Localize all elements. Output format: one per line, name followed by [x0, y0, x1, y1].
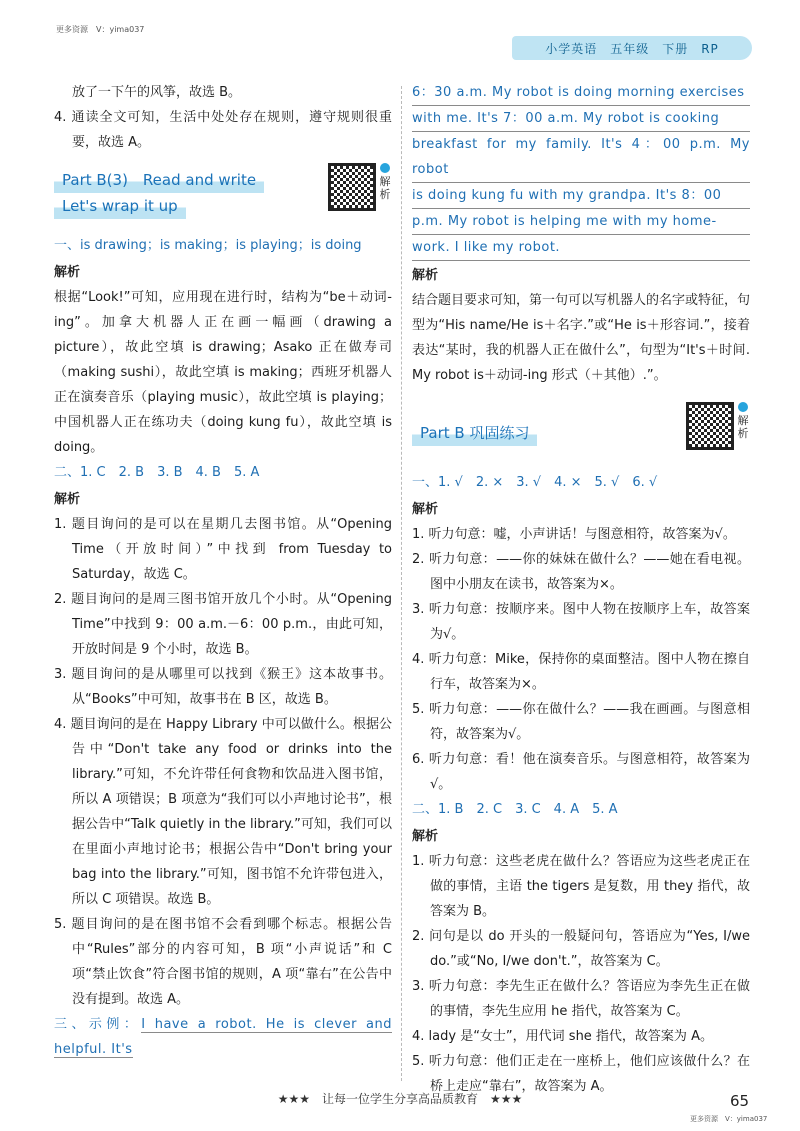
handwriting-line: with me. It's 7：00 a.m. My robot is cooking	[412, 106, 750, 132]
handwriting-line: breakfast for my family. It's 4：00 p.m. My robot	[412, 132, 750, 183]
analysis-item: 5. 题目询问的是在图书馆不会看到哪个标志。根据公告中“Rules”部分的内容可知，B 项“小声说话”和 C 项“禁止饮食”符合图书馆的规则，A 项“靠右”在公告中没有提到。故选 A。	[54, 917, 392, 1007]
page-number: 65	[730, 1092, 750, 1110]
handwriting-line: is doing kung fu with my grandpa. It's 8：00	[412, 183, 750, 209]
analysis-heading: 解析	[54, 265, 81, 280]
analysis-item: 3. 听力句意：李先生正在做什么？答语应为李先生正在做的事情，李先生应用 he 指代，故答案为 C。	[412, 979, 750, 1019]
analysis-item: 4. lady 是“女士”，用代词 she 指代，故答案为 A。	[412, 1029, 713, 1044]
writing-example	[54, 1012, 392, 1062]
qr-code[interactable]	[328, 163, 376, 211]
analysis-item: 1. 题目询问的是可以在星期几去图书馆。从“Opening Time（开放时间）”中找到 from Tuesday to Saturday，故选 C。	[54, 517, 392, 582]
analysis-heading: 解析	[54, 492, 81, 507]
paragraph: 4. 通读全文可知，生活中处处存在规则，遵守规则很重要，故选 A。	[54, 110, 392, 150]
handwriting-text: I have a robot. He is clever and helpful. It's	[54, 1017, 392, 1057]
section-title-line1: Part B(3) Read and write	[54, 167, 264, 193]
answer-label: 三、示例：	[54, 1017, 142, 1032]
analysis-item: 4. 题目询问的是在 Happy Library 中可以做什么。根据公告中“Don't take any food or drinks into the library.”可知，不允许带任何食物和饮品进入图书馆，所以 A 项错误；B 项意为“我们可以小声地讨论书”，根据公告中“Talk quietly in the library.”可知，我们可以在里面小声地讨论书；根据公告中“Don't bring your bag into the library.”可知，图书馆不允许带包进入，所以 C 项错误。故选 B。	[54, 717, 392, 907]
section-header-read-write	[54, 163, 392, 227]
right-column	[412, 80, 750, 1099]
analysis-item: 2. 问句是以 do 开头的一般疑问句，答语应为“Yes, I/we do.”或“No, I/we don't.”，故答案为 C。	[412, 929, 750, 969]
analysis-heading: 解析	[412, 829, 439, 844]
analysis-heading: 解析	[412, 502, 439, 517]
bottom-note: 更多资源 V：yima037	[690, 1115, 768, 1123]
handwriting-line: work. I like my robot.	[412, 235, 750, 261]
answer-line: 二、1. C 2. B 3. B 4. B 5. A	[54, 465, 260, 480]
qr-code-block	[686, 402, 750, 450]
analysis-text: 结合题目要求可知，第一句可以写机器人的名字或特征，句型为“His name/He is＋名字.”或“He is＋形容词.”，接着表达“某时，我的机器人正在做什么”，句型为“It's＋时间. My robot is＋动词-ing 形式（＋其他）.”。	[412, 293, 751, 383]
subject-tag: 小学英语 五年级 下册 RP	[512, 36, 752, 60]
analysis-heading: 解析	[412, 268, 439, 283]
column-divider	[401, 86, 402, 1081]
answer-line: 二、1. B 2. C 3. C 4. A 5. A	[412, 802, 618, 817]
qr-code[interactable]	[686, 402, 734, 450]
analysis-item: 1. 听力句意：这些老虎在做什么？答语应为这些老虎正在做的事情，主语 the tigers 是复数，用 they 指代，故答案为 B。	[412, 854, 750, 919]
left-column	[54, 80, 392, 1062]
analysis-item: 3. 听力句意：按顺序来。图中人物在按顺序上车，故答案为√。	[412, 602, 750, 642]
answer-line: 一、is drawing；is making；is playing；is doing	[54, 238, 362, 253]
analysis-item: 2. 题目询问的是周三图书馆开放几个小时。从“Opening Time”中找到 9：00 a.m.－6：00 p.m.，由此可知，开放时间是 9 个小时，故选 B。	[54, 592, 392, 657]
top-note: 更多资源 V：yima037	[56, 25, 145, 34]
handwriting-block	[412, 80, 750, 261]
section-title: Part B 巩固练习	[412, 420, 537, 446]
answer-line: 一、1. √ 2. × 3. √ 4. × 5. √ 6. √	[412, 475, 658, 490]
analysis-item: 4. 听力句意：Mike，保持你的桌面整洁。图中人物在擦自行车，故答案为×。	[412, 652, 750, 692]
qr-label: 解析	[737, 414, 749, 440]
qr-code-block	[328, 163, 392, 211]
footer-slogan: ★★★ 让每一位学生分享高品质教育 ★★★	[277, 1092, 523, 1106]
analysis-item: 3. 题目询问的是从哪里可以找到《猴王》这本故事书。从“Books”中可知，故事书在 B 区，故选 B。	[54, 667, 392, 707]
analysis-item: 2. 听力句意：——你的妹妹在做什么？——她在看电视。图中小朋友在读书，故答案为×。	[412, 552, 750, 592]
play-icon	[380, 163, 390, 173]
section-header-part-b	[412, 402, 750, 458]
analysis-item: 5. 听力句意：他们正走在一座桥上，他们应该做什么？在桥上走应“靠右”，故答案为 A。	[412, 1054, 750, 1094]
handwriting-line: 6：30 a.m. My robot is doing morning exercises	[412, 80, 750, 106]
handwriting-line: p.m. My robot is helping me with my home-	[412, 209, 750, 235]
analysis-item: 1. 听力句意：嘘，小声讲话！与图意相符，故答案为√。	[412, 527, 736, 542]
play-icon	[738, 402, 748, 412]
section-title-line2: Let's wrap it up	[54, 193, 186, 219]
analysis-item: 5. 听力句意：——你在做什么？——我在画画。与图意相符，故答案为√。	[412, 702, 750, 742]
analysis-item: 6. 听力句意：看！他在演奏音乐。与图意相符，故答案为√。	[412, 752, 750, 792]
paragraph: 放了一下午的风筝，故选 B。	[72, 85, 242, 100]
analysis-text: 根据“Look!”可知，应用现在进行时，结构为“be＋动词-ing”。加拿大机器人正在画一幅画（drawing a picture），故此空填 is drawing；Asako 正在做寿司（making sushi），故此空填 is making；西班牙机器人正在演奏音乐（playing music），故此空填 is playing；中国机器人正在练功夫（doing kung fu），故此空填 is doing。	[54, 290, 392, 455]
qr-label: 解析	[379, 175, 391, 201]
